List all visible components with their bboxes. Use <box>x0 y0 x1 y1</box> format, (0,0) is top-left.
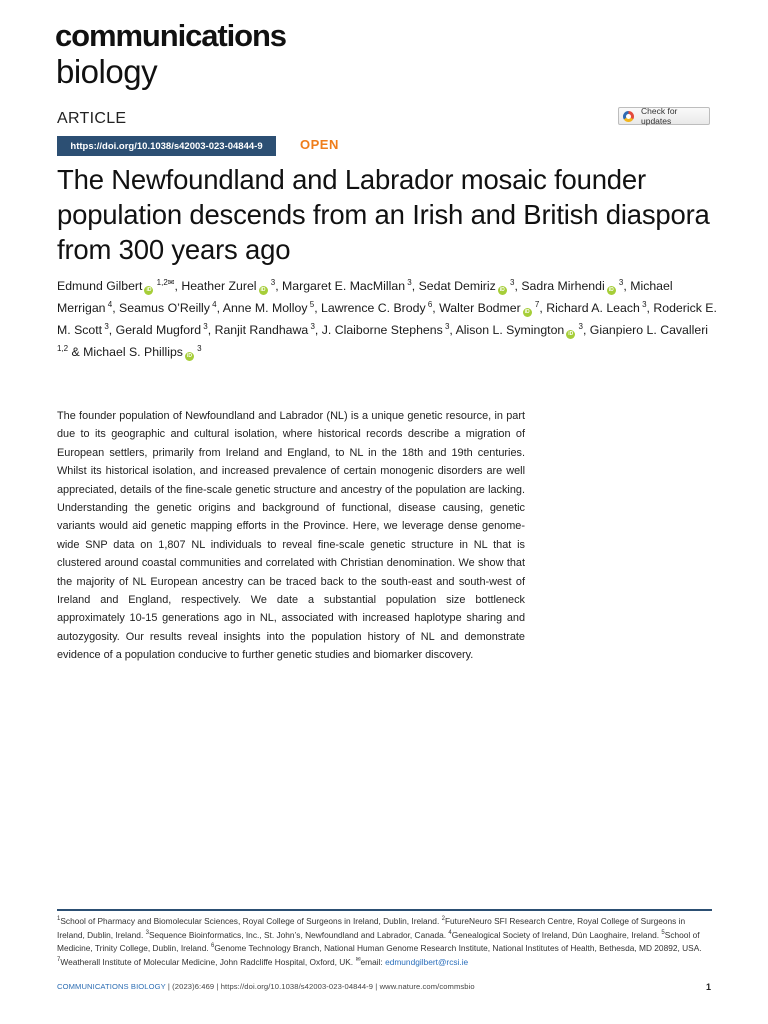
author-affiliation-number: 3 <box>194 343 202 353</box>
email-label: email: <box>360 956 386 967</box>
journal-name-line-1: communications <box>55 18 286 53</box>
affiliation-number: 1 <box>57 916 61 923</box>
author-name[interactable]: Gianpiero L. Cavalleri <box>589 323 709 337</box>
author-affiliation-number: 3 <box>308 321 315 331</box>
orcid-icon[interactable]: iD <box>608 287 614 293</box>
author-affiliation-number: 3 <box>616 277 624 287</box>
author-name[interactable]: Alison L. Symington <box>455 323 565 337</box>
author[interactable] <box>181 279 275 293</box>
author-name[interactable]: Edmund Gilbert <box>57 279 143 293</box>
author-name[interactable]: Margaret E. MacMillan <box>282 279 406 293</box>
affiliations-footnote <box>57 915 712 969</box>
affiliation-number: 5 <box>661 929 665 936</box>
author[interactable] <box>282 279 412 293</box>
author[interactable] <box>321 301 432 315</box>
author-name[interactable]: Gerald Mugford <box>115 323 202 337</box>
email-icon: ✉ <box>355 956 361 963</box>
affiliation-text: Genome Technology Branch, National Human Genome Research Institute, National Institutes of Health, Bethesda, MD 20892, USA. <box>214 943 702 953</box>
author-affiliation-number: 3 <box>201 321 208 331</box>
author[interactable] <box>322 323 450 337</box>
author-name[interactable]: Ranjit Randhawa <box>214 323 309 337</box>
article-title: The Newfoundland and Labrador mosaic founder population descends from an Irish and British diaspora from 300 years ago <box>57 164 710 265</box>
affiliation-text: Weatherall Institute of Molecular Medicine, John Radcliffe Hospital, Oxford, UK. <box>60 956 356 967</box>
page-number: 1 <box>706 982 712 992</box>
author-list: Edmund Gilbert iD $^{1,2✉}$, Heather Zurel iD $^3$, Margaret E. MacMillan $^3$, Sedat Demiriz iD $^3$, Sadra Mirhendi iD $^3$, Michael Merrigan $^4$, Seamus O’Reilly $^4$, Anne M. Molloy $^5$, Lawrence C. Brody $^6$, Walter Bodmer iD $^7$, Richard A. Leach $^3$, Roderick E. M. Scott $^3$, Gerald Mugford $^3$, Ranjit Randhawa $^3$, J. Claiborne Stephens $^3$, Alison L. Symington iD $^3$, Gianpiero L. Cavalleri $^{1,2}$ & Michael S. Phillips iD $^3$ <box>57 277 717 359</box>
author-affiliation-number: 3 <box>268 277 276 287</box>
author-affiliation-number: 4 <box>209 299 217 309</box>
author[interactable] <box>521 279 623 293</box>
author-affiliation-number: 5 <box>307 299 315 309</box>
footer-citation: | (2023)6:469 | https://doi.org/10.1038/s42003-023-04844-9 | www.nature.com/commsbio <box>165 982 475 991</box>
author[interactable] <box>83 345 201 359</box>
email-address-link[interactable]: edmundgilbert@rcsi.ie <box>385 956 469 967</box>
orcid-icon[interactable]: iD <box>146 287 152 293</box>
affiliation-number: 7 <box>57 956 61 963</box>
affiliation-text: Sequence Bioinformatics, Inc., St. John’s, Newfoundland and Labrador, Canada. <box>148 929 449 940</box>
author-affiliation-number: 3 <box>442 321 450 331</box>
affiliation-text: School of Medicine, Trinity College, Dublin, Ireland. <box>57 929 700 953</box>
author-name[interactable]: J. Claiborne Stephens <box>321 323 443 337</box>
footer-journal-name[interactable]: COMMUNICATIONS BIOLOGY <box>57 982 166 991</box>
author-affiliation-number: 3 <box>507 277 515 287</box>
email-icon[interactable]: ✉ <box>167 277 175 287</box>
author-affiliation-number: 4 <box>105 299 113 309</box>
crossmark-icon <box>623 111 634 122</box>
abstract: The founder population of Newfoundland and Labrador (NL) is a unique genetic resource, in part due to its geographic and cultural isolation, where historical records describe a migration of European settlers, primarily from Ireland and England, to NL in the 18th and 19th centuries. Whilst its historical isolation, and increased prevalence of certain monogenic disorders are well appreciated, details of the fine-scale genetic structure and ancestry of the population are lacking. Understanding the genetic origins and background of functional, disease causing, genetic variants would aid genetic mapping efforts in the Province. Here, we leverage dense genome-wide SNP data on 1,807 NL individuals to reveal fine-scale genetic structure in NL that is clustered around coastal communities and correlated with Christian denomination. We show that the majority of NL European ancestry can be traced back to the south-east and south-west of Ireland and England, respectively. We date a substantial population size bottleneck approximately 10-15 generations ago in NL, associated with increased haplotype sharing and autozygosity. Our results reveal insights into the population history of NL and demonstrate evidence of a population conducive to further genetic studies and biomarker discovery. <box>57 410 525 662</box>
author[interactable] <box>119 301 217 315</box>
author[interactable] <box>439 301 539 315</box>
author-affiliation-number: 3 <box>102 321 109 331</box>
author-name[interactable]: Michael Merrigan <box>57 279 673 315</box>
check-for-updates-label: Check for updates <box>641 106 678 126</box>
author-affiliation-number: 1,2 <box>57 343 69 353</box>
author-affiliation-number: 7 <box>532 299 540 309</box>
orcid-icon[interactable]: iD <box>524 309 530 315</box>
author[interactable] <box>456 323 583 337</box>
author-affiliation-number: 3 <box>639 299 647 309</box>
author[interactable] <box>116 323 208 337</box>
affiliation-number: 4 <box>448 929 452 936</box>
author[interactable] <box>215 323 315 337</box>
doi-link[interactable]: https://doi.org/10.1038/s42003-023-04844-9 <box>57 136 276 156</box>
journal-name-line-2: biology <box>56 53 158 90</box>
affiliation-number: 6 <box>210 943 215 950</box>
affiliation-text: Genealogical Society of Ireland, Dún Laoghaire, Ireland. <box>451 929 662 940</box>
author[interactable] <box>223 301 314 315</box>
check-for-updates-button[interactable] <box>618 107 710 125</box>
page-footer <box>57 982 475 992</box>
author[interactable] <box>546 301 646 315</box>
author-name[interactable]: Sedat Demiriz <box>418 279 496 293</box>
author-name[interactable]: Seamus O’Reilly <box>119 301 210 315</box>
author[interactable] <box>419 279 515 293</box>
affiliation-text: FutureNeuro SFI Research Centre, Royal College of Surgeons in Ireland, Dublin, Ireland. <box>57 916 686 940</box>
orcid-icon[interactable]: iD <box>499 287 505 293</box>
footnote-divider <box>57 909 712 911</box>
orcid-icon[interactable]: iD <box>186 353 192 359</box>
author[interactable] <box>57 279 174 293</box>
author-affiliation-number: 3 <box>405 277 412 287</box>
author-affiliation-number: 6 <box>425 299 433 309</box>
author-name[interactable]: Roderick E. M. Scott <box>57 301 717 337</box>
author-affiliation-number: 3 <box>576 321 583 331</box>
author-name[interactable]: Richard A. Leach <box>546 301 640 315</box>
orcid-icon[interactable]: iD <box>260 287 266 293</box>
author-name[interactable]: Walter Bodmer <box>439 301 521 315</box>
author-name[interactable]: Heather Zurel <box>181 279 257 293</box>
author-affiliation-number: 1,2✉ <box>154 277 175 287</box>
affiliation-text: School of Pharmacy and Biomolecular Sciences, Royal College of Surgeons in Ireland, Dublin, Ireland. <box>60 916 442 926</box>
open-access-label: OPEN <box>300 137 339 152</box>
affiliation-number: 2 <box>441 916 445 923</box>
author-name[interactable]: Lawrence C. Brody <box>321 301 426 315</box>
author-name[interactable]: Sadra Mirhendi <box>521 279 605 293</box>
article-type-label: ARTICLE <box>57 110 127 127</box>
orcid-icon[interactable]: iD <box>568 331 574 337</box>
author-name[interactable]: Anne M. Molloy <box>222 301 308 315</box>
affiliation-number: 3 <box>145 929 149 936</box>
author-name[interactable]: Michael S. Phillips <box>83 345 183 359</box>
